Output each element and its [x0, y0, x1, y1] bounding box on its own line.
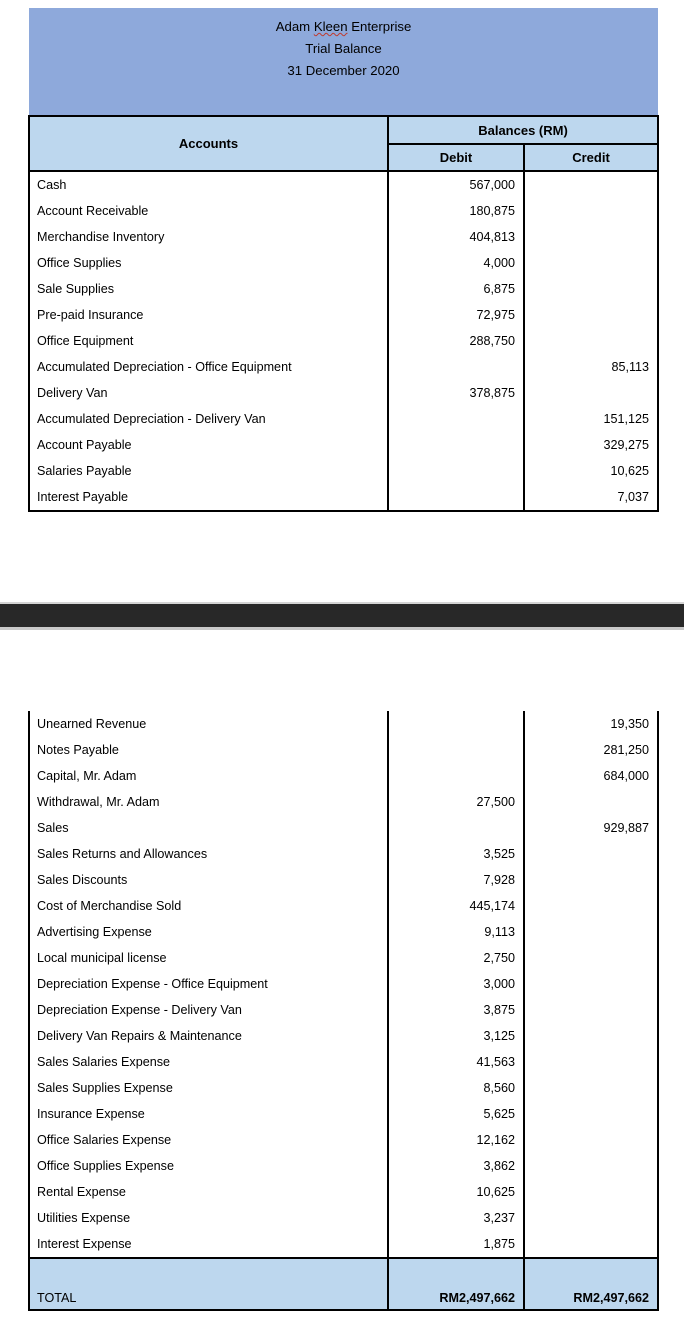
cell-account-name: Notes Payable	[29, 737, 388, 763]
cell-account-name: Merchandise Inventory	[29, 224, 388, 250]
table-row	[29, 971, 658, 997]
cell-debit-amount: 10,625	[388, 1179, 524, 1205]
cell-debit-amount	[388, 815, 524, 841]
cell-credit-amount	[524, 919, 658, 945]
cell-credit-amount	[524, 198, 658, 224]
table-row	[29, 945, 658, 971]
table-body-part2	[29, 711, 658, 1258]
company-name-misspelled-word: Kleen	[313, 19, 348, 34]
cell-credit-amount	[524, 1127, 658, 1153]
company-name-prefix: Adam	[275, 19, 314, 34]
total-credit: RM2,497,662	[524, 1258, 658, 1310]
cell-account-name: Delivery Van	[29, 380, 388, 406]
cell-credit-amount	[524, 1075, 658, 1101]
title-block-row	[29, 8, 658, 116]
table-row	[29, 250, 658, 276]
column-header-balances: Balances (RM)	[388, 116, 658, 144]
cell-debit-amount	[388, 406, 524, 432]
table-row	[29, 737, 658, 763]
cell-credit-amount	[524, 276, 658, 302]
cell-debit-amount	[388, 763, 524, 789]
cell-debit-amount: 378,875	[388, 380, 524, 406]
table-row	[29, 380, 658, 406]
cell-account-name: Cost of Merchandise Sold	[29, 893, 388, 919]
cell-debit-amount: 3,862	[388, 1153, 524, 1179]
total-debit: RM2,497,662	[388, 1258, 524, 1310]
cell-credit-amount	[524, 1231, 658, 1258]
column-header-credit: Credit	[524, 144, 658, 171]
cell-debit-amount	[388, 484, 524, 511]
table-row	[29, 458, 658, 484]
cell-account-name: Office Supplies	[29, 250, 388, 276]
cell-credit-amount	[524, 380, 658, 406]
cell-credit-amount: 684,000	[524, 763, 658, 789]
cell-credit-amount	[524, 945, 658, 971]
cell-account-name: Office Equipment	[29, 328, 388, 354]
cell-account-name: Office Salaries Expense	[29, 1127, 388, 1153]
cell-account-name: Depreciation Expense - Office Equipment	[29, 971, 388, 997]
cell-debit-amount: 7,928	[388, 867, 524, 893]
cell-account-name: Advertising Expense	[29, 919, 388, 945]
cell-credit-amount: 929,887	[524, 815, 658, 841]
cell-debit-amount: 3,525	[388, 841, 524, 867]
company-name-suffix: Enterprise	[347, 19, 412, 34]
company-name-line	[29, 16, 658, 38]
table-row	[29, 763, 658, 789]
table-row	[29, 1205, 658, 1231]
cell-account-name: Rental Expense	[29, 1179, 388, 1205]
column-header-debit: Debit	[388, 144, 524, 171]
cell-account-name: Sales Returns and Allowances	[29, 841, 388, 867]
cell-account-name: Sale Supplies	[29, 276, 388, 302]
table-row	[29, 302, 658, 328]
table-row	[29, 1153, 658, 1179]
cell-credit-amount: 329,275	[524, 432, 658, 458]
cell-debit-amount	[388, 432, 524, 458]
table-row	[29, 1127, 658, 1153]
cell-account-name: Sales Supplies Expense	[29, 1075, 388, 1101]
table-row	[29, 841, 658, 867]
cell-account-name: Cash	[29, 171, 388, 198]
statement-date: 31 December 2020	[287, 63, 400, 78]
cell-account-name: Sales	[29, 815, 388, 841]
table-row	[29, 432, 658, 458]
table-row	[29, 406, 658, 432]
cell-credit-amount	[524, 867, 658, 893]
cell-account-name: Sales Discounts	[29, 867, 388, 893]
trial-balance-table-part1	[28, 8, 659, 512]
trial-balance-table-part2	[28, 711, 659, 1311]
cell-credit-amount	[524, 328, 658, 354]
table-row	[29, 997, 658, 1023]
cell-account-name: Delivery Van Repairs & Maintenance	[29, 1023, 388, 1049]
cell-credit-amount: 151,125	[524, 406, 658, 432]
cell-debit-amount: 8,560	[388, 1075, 524, 1101]
cell-account-name: Pre-paid Insurance	[29, 302, 388, 328]
cell-credit-amount	[524, 1179, 658, 1205]
table-row	[29, 198, 658, 224]
table-row	[29, 1231, 658, 1258]
table-row	[29, 789, 658, 815]
table-body-part1	[29, 171, 658, 511]
column-header-accounts: Accounts	[29, 116, 388, 171]
cell-credit-amount: 7,037	[524, 484, 658, 511]
cell-credit-amount	[524, 1205, 658, 1231]
cell-account-name: Capital, Mr. Adam	[29, 763, 388, 789]
cell-credit-amount	[524, 893, 658, 919]
cell-debit-amount: 3,125	[388, 1023, 524, 1049]
cell-credit-amount	[524, 841, 658, 867]
cell-account-name: Utilities Expense	[29, 1205, 388, 1231]
cell-credit-amount	[524, 1023, 658, 1049]
table-row	[29, 1179, 658, 1205]
cell-debit-amount: 9,113	[388, 919, 524, 945]
cell-debit-amount: 12,162	[388, 1127, 524, 1153]
cell-debit-amount	[388, 737, 524, 763]
cell-account-name: Unearned Revenue	[29, 711, 388, 737]
cell-debit-amount: 41,563	[388, 1049, 524, 1075]
cell-debit-amount: 567,000	[388, 171, 524, 198]
cell-debit-amount: 4,000	[388, 250, 524, 276]
cell-credit-amount	[524, 997, 658, 1023]
cell-debit-amount: 288,750	[388, 328, 524, 354]
cell-account-name: Interest Payable	[29, 484, 388, 511]
cell-debit-amount: 3,237	[388, 1205, 524, 1231]
cell-account-name: Insurance Expense	[29, 1101, 388, 1127]
table-row	[29, 354, 658, 380]
page-break-divider	[0, 602, 684, 630]
cell-debit-amount	[388, 354, 524, 380]
table-row	[29, 328, 658, 354]
cell-credit-amount	[524, 1049, 658, 1075]
cell-debit-amount	[388, 711, 524, 737]
cell-credit-amount: 85,113	[524, 354, 658, 380]
document-title-block	[29, 8, 658, 116]
cell-debit-amount: 1,875	[388, 1231, 524, 1258]
cell-debit-amount: 404,813	[388, 224, 524, 250]
cell-account-name: Depreciation Expense - Delivery Van	[29, 997, 388, 1023]
table-row	[29, 224, 658, 250]
table-row	[29, 171, 658, 198]
statement-name: Trial Balance	[305, 41, 382, 56]
cell-debit-amount: 3,875	[388, 997, 524, 1023]
table-row	[29, 1101, 658, 1127]
cell-debit-amount: 5,625	[388, 1101, 524, 1127]
cell-credit-amount	[524, 171, 658, 198]
cell-debit-amount: 445,174	[388, 893, 524, 919]
cell-credit-amount	[524, 302, 658, 328]
header-row-primary	[29, 116, 658, 144]
cell-credit-amount	[524, 224, 658, 250]
total-label: TOTAL	[29, 1258, 388, 1310]
table-row	[29, 711, 658, 737]
cell-debit-amount: 27,500	[388, 789, 524, 815]
cell-account-name: Account Receivable	[29, 198, 388, 224]
total-row	[29, 1258, 658, 1310]
table-row	[29, 867, 658, 893]
table-row	[29, 815, 658, 841]
table-row	[29, 919, 658, 945]
cell-account-name: Salaries Payable	[29, 458, 388, 484]
table-row	[29, 276, 658, 302]
cell-credit-amount	[524, 1153, 658, 1179]
cell-account-name: Sales Salaries Expense	[29, 1049, 388, 1075]
cell-account-name: Account Payable	[29, 432, 388, 458]
cell-account-name: Withdrawal, Mr. Adam	[29, 789, 388, 815]
cell-debit-amount: 2,750	[388, 945, 524, 971]
cell-account-name: Accumulated Depreciation - Delivery Van	[29, 406, 388, 432]
table-row	[29, 893, 658, 919]
cell-credit-amount: 19,350	[524, 711, 658, 737]
table-row	[29, 1023, 658, 1049]
table-total-section	[29, 1258, 658, 1310]
cell-debit-amount: 3,000	[388, 971, 524, 997]
table-row	[29, 1049, 658, 1075]
cell-credit-amount	[524, 250, 658, 276]
cell-debit-amount	[388, 458, 524, 484]
cell-debit-amount: 72,975	[388, 302, 524, 328]
table-row	[29, 1075, 658, 1101]
cell-credit-amount: 281,250	[524, 737, 658, 763]
cell-credit-amount	[524, 789, 658, 815]
cell-account-name: Accumulated Depreciation - Office Equipment	[29, 354, 388, 380]
cell-credit-amount	[524, 1101, 658, 1127]
cell-credit-amount: 10,625	[524, 458, 658, 484]
cell-account-name: Office Supplies Expense	[29, 1153, 388, 1179]
cell-credit-amount	[524, 971, 658, 997]
cell-debit-amount: 6,875	[388, 276, 524, 302]
cell-account-name: Local municipal license	[29, 945, 388, 971]
cell-account-name: Interest Expense	[29, 1231, 388, 1258]
cell-debit-amount: 180,875	[388, 198, 524, 224]
table-row	[29, 484, 658, 511]
